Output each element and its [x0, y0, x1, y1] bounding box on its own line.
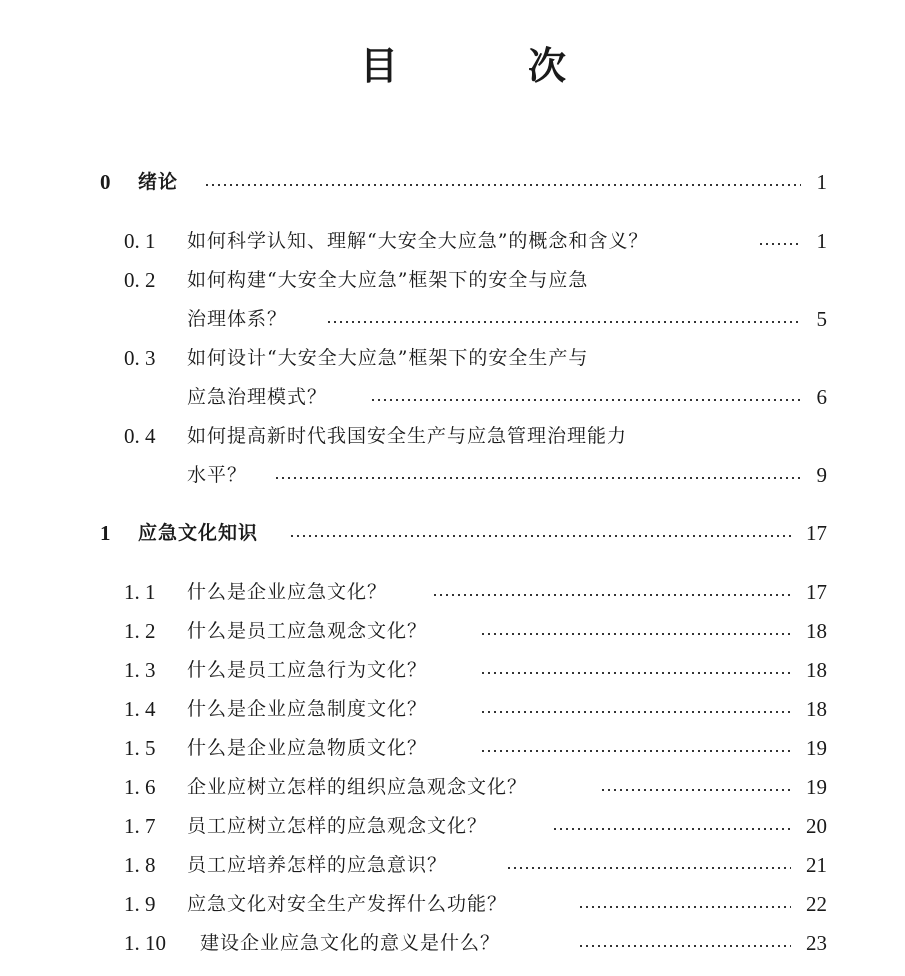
section-1-7-entry[interactable]: [0, 811, 905, 841]
dot-leader: [480, 710, 791, 714]
page-number: 21: [806, 853, 827, 877]
title-char-ci: 次: [528, 43, 567, 88]
page-number: 1: [816, 229, 827, 253]
dot-leader: [578, 944, 791, 948]
section-0-3-entry[interactable]: [0, 343, 905, 373]
section-number: 1. 4: [124, 697, 156, 721]
page-number: 18: [806, 658, 827, 682]
section-number: 0. 1: [124, 229, 156, 253]
section-1-1-entry[interactable]: [0, 577, 905, 607]
page-number: 23: [806, 931, 827, 955]
dot-leader: [578, 905, 791, 909]
section-title: 建设企业应急文化的意义是什么？: [200, 932, 501, 954]
dot-leader: [480, 749, 791, 753]
page-number: 19: [806, 775, 827, 799]
section-1-2-entry[interactable]: [0, 616, 905, 646]
section-title: 什么是企业应急文化？: [187, 581, 388, 603]
section-title-line2: 水平？: [187, 464, 248, 486]
page-number: 9: [816, 463, 827, 487]
dot-leader: [480, 632, 791, 636]
page-number: 17: [806, 580, 827, 604]
section-title: 什么是企业应急物质文化？: [187, 737, 428, 759]
dot-leader: [506, 866, 791, 870]
chapter-number: 1: [100, 521, 111, 545]
chapter-0-entry[interactable]: [0, 167, 905, 197]
toc-title: [0, 38, 905, 94]
section-number: 1. 2: [124, 619, 156, 643]
section-1-3-entry[interactable]: [0, 655, 905, 685]
section-number: 1. 10: [124, 931, 166, 955]
chapter-title: 应急文化知识: [138, 522, 259, 544]
section-1-6-entry[interactable]: [0, 772, 905, 802]
section-0-2-entry[interactable]: [0, 265, 905, 295]
title-char-mu: 目: [360, 43, 399, 88]
section-1-10-entry[interactable]: [0, 928, 905, 958]
section-title: 如何科学认知、理解“大安全大应急”的概念和含义？: [187, 230, 649, 252]
section-title-line2: 治理体系？: [187, 308, 288, 330]
section-title: 什么是员工应急观念文化？: [187, 620, 428, 642]
section-1-8-entry[interactable]: [0, 850, 905, 880]
section-title-line1: 如何设计“大安全大应急”框架下的安全生产与: [187, 347, 589, 369]
section-title: 员工应培养怎样的应急意识？: [187, 854, 448, 876]
section-0-4-continuation[interactable]: [0, 460, 905, 490]
section-title-line1: 如何提高新时代我国安全生产与应急管理治理能力: [187, 425, 628, 447]
section-0-2-continuation[interactable]: [0, 304, 905, 334]
section-number: 1. 1: [124, 580, 156, 604]
section-1-9-entry[interactable]: [0, 889, 905, 919]
page-number: 17: [806, 521, 827, 545]
page-number: 22: [806, 892, 827, 916]
chapter-number: 0: [100, 170, 111, 194]
section-number: 0. 2: [124, 268, 156, 292]
page-number: 1: [816, 170, 827, 194]
section-number: 1. 3: [124, 658, 156, 682]
page-number: 19: [806, 736, 827, 760]
section-0-1-entry[interactable]: [0, 226, 905, 256]
section-0-3-continuation[interactable]: [0, 382, 905, 412]
section-number: 1. 8: [124, 853, 156, 877]
section-number: 1. 9: [124, 892, 156, 916]
section-title: 员工应树立怎样的应急观念文化？: [187, 815, 488, 837]
section-title-line1: 如何构建“大安全大应急”框架下的安全与应急: [187, 269, 589, 291]
section-title: 什么是企业应急制度文化？: [187, 698, 428, 720]
dot-leader: [326, 320, 801, 324]
dot-leader: [552, 827, 791, 831]
section-title: 企业应树立怎样的组织应急观念文化？: [187, 776, 528, 798]
dot-leader: [370, 398, 801, 402]
page-number: 6: [816, 385, 827, 409]
section-number: 0. 3: [124, 346, 156, 370]
page-number: 20: [806, 814, 827, 838]
page-number: 18: [806, 697, 827, 721]
section-number: 1. 5: [124, 736, 156, 760]
dot-leader: [204, 183, 801, 187]
chapter-1-entry[interactable]: [0, 518, 905, 548]
dot-leader: [289, 534, 791, 538]
dot-leader: [600, 788, 791, 792]
section-0-4-entry[interactable]: [0, 421, 905, 451]
section-number: 0. 4: [124, 424, 156, 448]
section-number: 1. 7: [124, 814, 156, 838]
page-number: 5: [816, 307, 827, 331]
dot-leader: [432, 593, 791, 597]
dot-leader: [480, 671, 791, 675]
section-number: 1. 6: [124, 775, 156, 799]
page-number: 18: [806, 619, 827, 643]
dot-leader: [274, 476, 801, 480]
section-1-4-entry[interactable]: [0, 694, 905, 724]
section-1-5-entry[interactable]: [0, 733, 905, 763]
section-title: 应急文化对安全生产发挥什么功能？: [187, 893, 508, 915]
dot-leader: [758, 242, 801, 246]
chapter-title: 绪论: [138, 171, 179, 193]
section-title: 什么是员工应急行为文化？: [187, 659, 428, 681]
section-title-line2: 应急治理模式？: [187, 386, 328, 408]
